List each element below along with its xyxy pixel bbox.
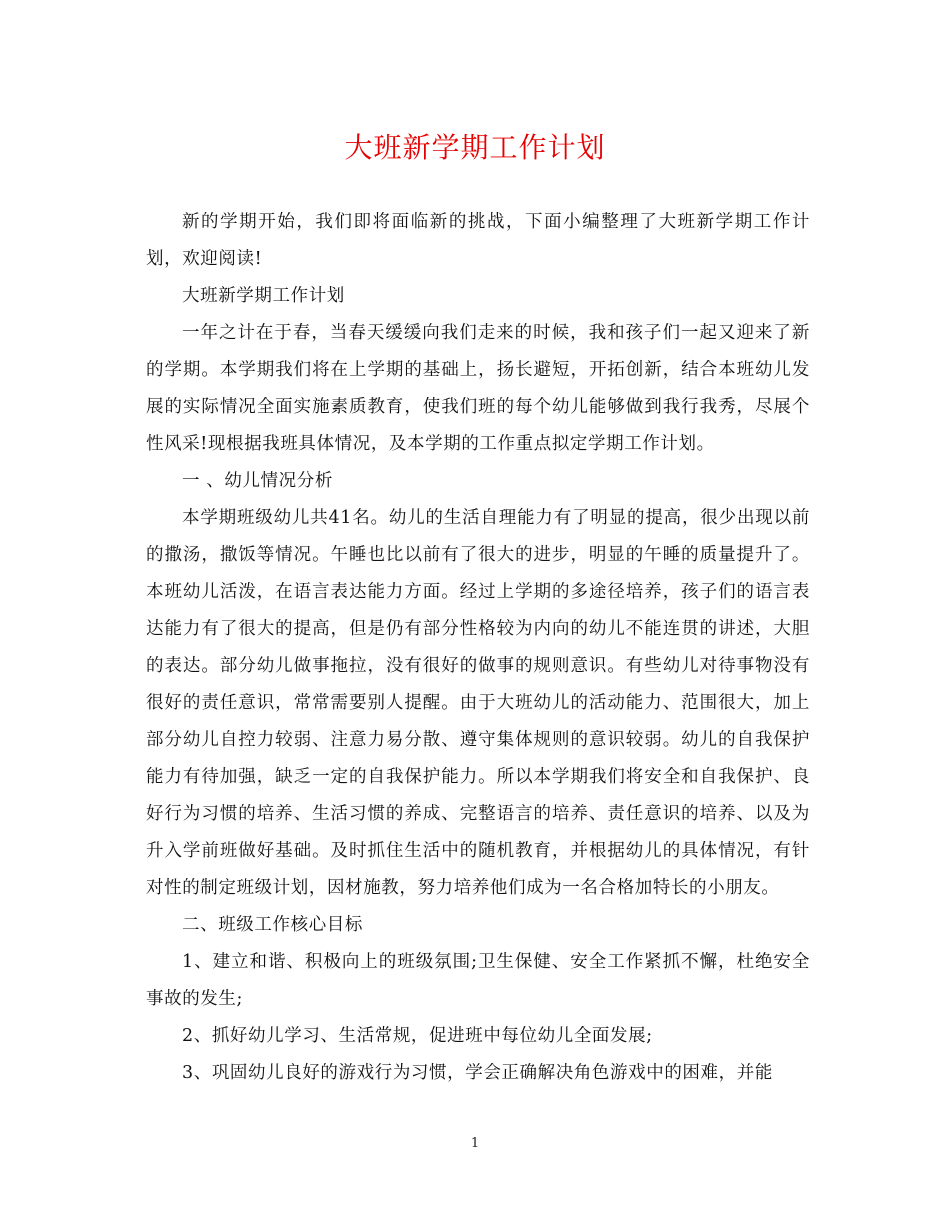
page-number: 1 <box>470 1136 480 1151</box>
intro-paragraph: 新的学期开始，我们即将面临新的挑战，下面小编整理了大班新学期工作计划，欢迎阅读! <box>146 212 810 269</box>
goal-item-2: 2、抓好幼儿学习、生活常规，促进班中每位幼儿全面发展; <box>182 1026 653 1046</box>
section-heading-core-goals: 二、班级工作核心目标 <box>182 915 363 935</box>
section-heading-child-analysis: 一 、幼儿情况分析 <box>182 471 333 491</box>
child-analysis-paragraph: 本学期班级幼儿共41名。幼儿的生活自理能力有了明显的提高，很少出现以前的撒汤，撒饭等情况。午睡也比以前有了很大的进步，明显的午睡的质量提升了。本班幼儿活泼，在语言表达能力方面。经过上学期的多途径培养，孩子们的语言表达能力有了很大的提高，但是仍有部分性格较为内向的幼儿不能连贯的讲述，大胆的表达。部分幼儿做事拖拉，没有很好的做事的规则意识。有些幼儿对待事物没有很好的责任意识，常常需要别人提醒。由于大班幼儿的活动能力、范围很大，加上部分幼儿自控力较弱、注意力易分散、遵守集体规则的意识较弱。幼儿的自我保护能力有待加强，缺乏一定的自我保护能力。所以本学期我们将安全和自我保护、良好行为习惯的培养、生活习惯的养成、完整语言的培养、责任意识的培养、以及为升入学前班做好基础。及时抓住生活中的随机教育，并根据幼儿的具体情况，有针对性的制定班级计划，因材施教，努力培养他们成为一名合格加特长的小朋友。 <box>146 508 810 898</box>
document-body <box>146 204 810 1092</box>
opening-paragraph: 一年之计在于春，当春天缓缓向我们走来的时候，我和孩子们一起又迎来了新的学期。本学期我们将在上学期的基础上，扬长避短，开拓创新，结合本班幼儿发展的实际情况全面实施素质教育，使我们班的每个幼儿能够做到我行我秀，尽展个性风采!现根据我班具体情况，及本学期的工作重点拟定学期工作计划。 <box>146 323 810 454</box>
document-title: 大班新学期工作计划 <box>344 131 606 164</box>
goal-item-1: 1、建立和谐、积极向上的班级氛围;卫生保健、安全工作紧抓不懈，杜绝安全事故的发生; <box>146 952 810 1009</box>
goal-item-3: 3、巩固幼儿良好的游戏行为习惯，学会正确解决角色游戏中的困难，并能 <box>182 1063 773 1083</box>
subtitle-paragraph: 大班新学期工作计划 <box>182 286 345 306</box>
